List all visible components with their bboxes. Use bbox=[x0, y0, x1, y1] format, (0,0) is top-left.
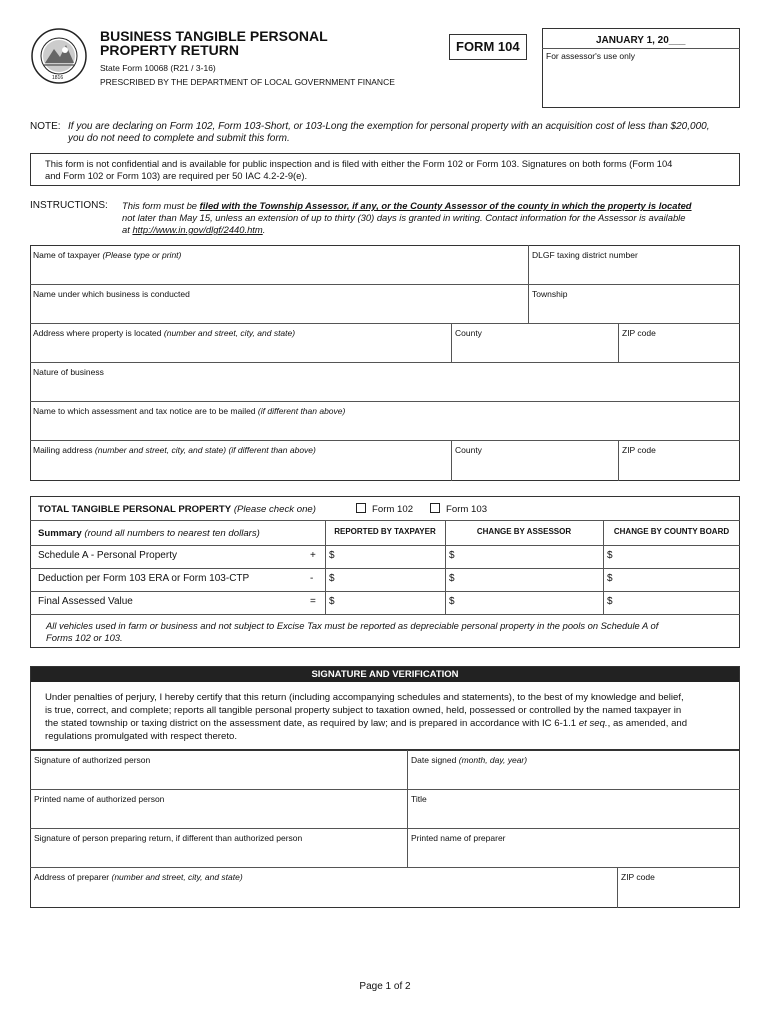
row-divider bbox=[30, 440, 740, 441]
page-number: Page 1 of 2 bbox=[359, 981, 411, 992]
authorized-signature-field[interactable]: Signature of authorized person bbox=[34, 755, 151, 765]
hint: (round all numbers to nearest ten dollars) bbox=[84, 528, 260, 539]
assessor-box-divider bbox=[542, 48, 740, 49]
instructions-label: INSTRUCTIONS: bbox=[30, 200, 108, 211]
note-line2: you do not need to complete and submit this form. bbox=[68, 133, 290, 144]
summary-row-label: Schedule A - Personal Property bbox=[38, 550, 177, 561]
row-divider bbox=[30, 828, 740, 829]
form-103-checkbox[interactable] bbox=[430, 503, 487, 515]
vehicles-note-line2: Forms 102 or 103. bbox=[46, 632, 123, 643]
instructions-line1-bold: filed with the Township Assessor, if any, or the County Assessor of the county in which the property is located bbox=[199, 200, 692, 211]
row-divider bbox=[30, 568, 740, 569]
summary-row-label: Deduction per Form 103 ERA or Form 103-CTP bbox=[38, 573, 250, 584]
instructions-line1-pre: This form must be bbox=[122, 200, 200, 211]
reported-by-taxpayer-amount: $ bbox=[329, 550, 335, 561]
col-divider bbox=[618, 440, 619, 481]
change-by-assessor-amount: $ bbox=[449, 596, 455, 607]
hint: (number and street, city, and state) bbox=[111, 872, 243, 882]
row-divider bbox=[30, 591, 740, 592]
perjury-line3 bbox=[45, 718, 687, 729]
preparer-signature-field[interactable]: Signature of person preparing return, if different than authorized person bbox=[34, 833, 303, 843]
form-title-line1: BUSINESS TANGIBLE PERSONAL bbox=[100, 28, 328, 44]
col-divider bbox=[407, 750, 408, 867]
preparer-zip-field[interactable]: ZIP code bbox=[621, 872, 655, 882]
form-title-line2: PROPERTY RETURN bbox=[100, 42, 239, 58]
note-line1: If you are declaring on Form 102, Form 103-Short, or 103-Long the exemption for personal property with an acquisition cost of less than $20,000, bbox=[68, 121, 710, 132]
township-field[interactable]: Township bbox=[532, 289, 568, 299]
vehicles-note-line1: All vehicles used in farm or business and not subject to Excise Tax must be reported as depreciable personal property in the pools on Schedule A of bbox=[46, 620, 659, 631]
text: , as amended, and bbox=[607, 718, 688, 729]
date-signed-field[interactable] bbox=[411, 755, 527, 765]
label: Address where property is located bbox=[33, 328, 162, 338]
label: Summary bbox=[38, 528, 82, 539]
checkbox[interactable] bbox=[356, 503, 366, 513]
row-divider bbox=[30, 520, 740, 521]
signature-heading: SIGNATURE AND VERIFICATION bbox=[311, 669, 459, 680]
preparer-address-field[interactable] bbox=[34, 872, 243, 882]
row-divider bbox=[30, 545, 740, 546]
row-divider bbox=[30, 323, 740, 324]
assessor-link[interactable]: http://www.in.gov/dlgf/2440.htm bbox=[132, 224, 263, 235]
row-divider bbox=[30, 789, 740, 790]
perjury-line1: Under penalties of perjury, I hereby certify that this return (including accompanying schedules and statements), to the best of my knowledge and belief, bbox=[45, 692, 684, 703]
col-reported-by-taxpayer: REPORTED BY TAXPAYER bbox=[334, 527, 436, 536]
change-by-assessor-amount: $ bbox=[449, 573, 455, 584]
instructions-line3 bbox=[122, 224, 265, 235]
property-address-field[interactable] bbox=[33, 328, 295, 338]
row-divider bbox=[30, 362, 740, 363]
january-date: JANUARY 1, 20___ bbox=[596, 35, 686, 46]
hint: (if different than above) bbox=[257, 406, 346, 416]
seal-year: 1816 bbox=[52, 75, 64, 81]
col-divider bbox=[617, 867, 618, 908]
form-102-checkbox[interactable] bbox=[356, 503, 413, 515]
confidential-line2: and Form 102 or Form 103) are required per 50 IAC 4.2-2-9(e). bbox=[45, 170, 308, 181]
col-change-by-county-board: CHANGE BY COUNTY BOARD bbox=[613, 527, 730, 536]
county-field[interactable]: County bbox=[455, 328, 482, 338]
label: Address of preparer bbox=[34, 872, 110, 882]
label: Name of taxpayer bbox=[33, 250, 101, 260]
reported-by-taxpayer-amount: $ bbox=[329, 573, 335, 584]
change-by-assessor-amount: $ bbox=[449, 550, 455, 561]
instructions-line2: not later than May 15, unless an extension of up to thirty (30) days is granted in writing. Contact information for the Assessor is available bbox=[122, 212, 686, 223]
checkbox[interactable] bbox=[430, 503, 440, 513]
row-divider bbox=[30, 284, 740, 285]
mailing-name-field[interactable] bbox=[33, 406, 345, 416]
mailing-address-field[interactable] bbox=[33, 445, 316, 455]
hint: (Please check one) bbox=[233, 504, 316, 515]
title-field[interactable]: Title bbox=[411, 794, 427, 804]
preparer-name-field[interactable]: Printed name of preparer bbox=[411, 833, 506, 843]
label: TOTAL TANGIBLE PERSONAL PROPERTY bbox=[38, 504, 232, 515]
summary-row-operator: - bbox=[310, 573, 314, 584]
col-divider bbox=[451, 440, 452, 481]
label: Name to which assessment and tax notice are to be mailed bbox=[33, 406, 256, 416]
reported-by-taxpayer-amount: $ bbox=[329, 596, 335, 607]
hint: (month, day, year) bbox=[458, 755, 528, 765]
total-property-label bbox=[38, 504, 316, 515]
mailing-zip-field[interactable]: ZIP code bbox=[622, 445, 656, 455]
col-divider bbox=[528, 245, 529, 323]
italic-text: et seq. bbox=[578, 718, 608, 729]
col-divider bbox=[451, 323, 452, 362]
taxpayer-name-field[interactable] bbox=[33, 250, 181, 260]
change-by-county-board-amount: $ bbox=[607, 596, 613, 607]
printed-name-field[interactable]: Printed name of authorized person bbox=[34, 794, 165, 804]
summary-label bbox=[38, 528, 260, 539]
row-divider bbox=[30, 401, 740, 402]
perjury-line4: regulations promulgated with respect thereto. bbox=[45, 731, 237, 742]
instructions-line3-post: . bbox=[262, 224, 266, 235]
zip-field[interactable]: ZIP code bbox=[622, 328, 656, 338]
instructions-line1 bbox=[122, 200, 692, 211]
row-divider bbox=[30, 614, 740, 615]
nature-of-business-field[interactable]: Nature of business bbox=[33, 367, 104, 377]
label: Form 103 bbox=[446, 504, 488, 515]
col-divider bbox=[618, 323, 619, 362]
dlgf-district-field[interactable]: DLGF taxing district number bbox=[532, 250, 638, 260]
summary-row-operator: + bbox=[310, 550, 316, 561]
mailing-county-field[interactable]: County bbox=[455, 445, 482, 455]
label: Form 102 bbox=[372, 504, 414, 515]
hint: (number and street, city, and state) bbox=[163, 328, 296, 338]
row-divider bbox=[30, 867, 740, 868]
col-change-by-assessor: CHANGE BY ASSESSOR bbox=[476, 527, 572, 536]
confidential-line1: This form is not confidential and is available for public inspection and is filed with either the Form 102 or Form 103. Signatures on both forms (Form 104 bbox=[45, 158, 673, 169]
change-by-county-board-amount: $ bbox=[607, 573, 613, 584]
hint: (number and street, city, and state) (if different than above) bbox=[94, 445, 316, 455]
text: the stated township or taxing district on the assessment date, as required by law; and is prepared in accordance with IC 6-1.1 bbox=[45, 718, 579, 729]
business-name-field[interactable]: Name under which business is conducted bbox=[33, 289, 190, 299]
assessor-use-label: For assessor's use only bbox=[546, 51, 636, 61]
summary-row-label: Final Assessed Value bbox=[38, 596, 133, 607]
instructions-line3-pre: at bbox=[122, 224, 133, 235]
label: Date signed bbox=[411, 755, 457, 765]
hint: (Please type or print) bbox=[102, 250, 182, 260]
perjury-line2: is true, correct, and complete; reports all tangible personal property subject to taxation owned, held, possessed or controlled by the named taxpayer in bbox=[45, 705, 682, 716]
form-number: FORM 104 bbox=[456, 39, 520, 54]
state-form-number: State Form 10068 (R21 / 3-16) bbox=[100, 63, 216, 73]
label: Mailing address bbox=[33, 445, 93, 455]
prescribed-by: PRESCRIBED BY THE DEPARTMENT OF LOCAL GOVERNMENT FINANCE bbox=[100, 77, 395, 87]
summary-row-operator: = bbox=[310, 596, 316, 607]
signature-table bbox=[30, 750, 740, 908]
change-by-county-board-amount: $ bbox=[607, 550, 613, 561]
note-label: NOTE: bbox=[30, 121, 61, 132]
